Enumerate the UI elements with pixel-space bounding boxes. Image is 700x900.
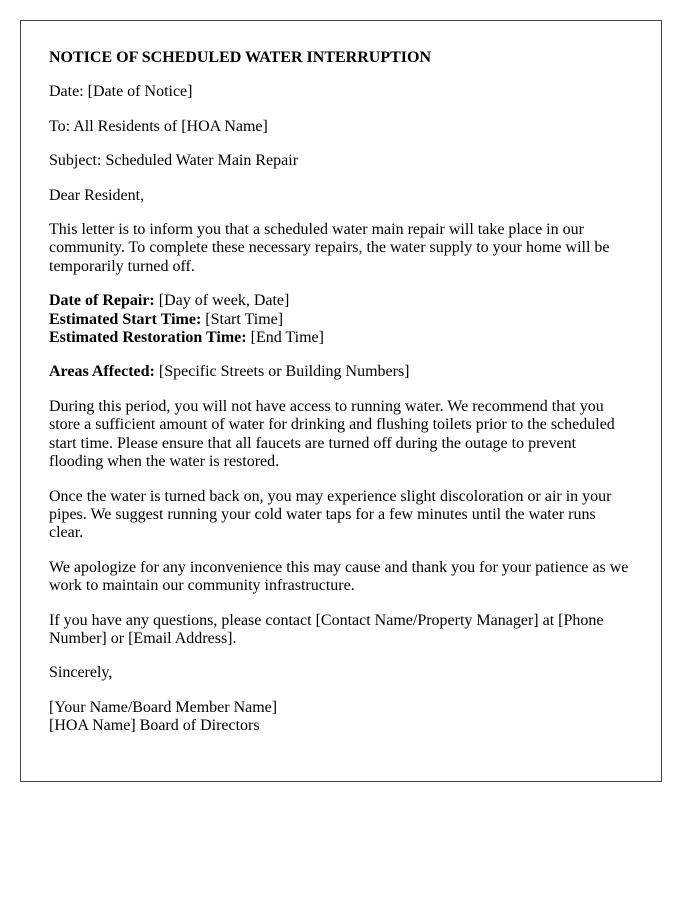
detail-label: Estimated Start Time: [49,310,202,328]
signature-name: [Your Name/Board Member Name] [49,698,278,716]
areas-label: Areas Affected: [49,363,155,381]
during-paragraph: During this period, you will not have access to running water. We recommend that you store a sufficient amount of water for drinking and flushing toilets prior to the scheduled start time. Please ensure that all faucets are turned off during the outage to prevent flooding when the water is restored. [49,397,615,471]
apology-paragraph: We apologize for any inconvenience this may cause and thank you for your patience as we work to maintain our community infrastructure. [49,558,629,595]
detail-value: [End Time] [246,329,324,347]
letter-title: NOTICE OF SCHEDULED WATER INTERRUPTION [49,49,431,66]
date-line: Date: [Date of Notice] [49,83,193,101]
detail-value: [Day of week, Date] [154,292,290,310]
areas-value: [Specific Streets or Building Numbers] [154,363,410,381]
signature-org: [HOA Name] Board of Directors [49,717,260,735]
closing: Sincerely, [49,664,113,682]
subject-line: Subject: Scheduled Water Main Repair [49,152,299,170]
letter [20,20,662,782]
after-paragraph: Once the water is turned back on, you may experience slight discoloration or air in your pipes. We suggest running your cold water taps for a few minutes until the water runs clear. [49,487,612,542]
detail-label: Estimated Restoration Time: [49,329,247,347]
areas-affected [49,363,633,381]
detail-label: Date of Repair: [49,292,155,310]
contact-paragraph: If you have any questions, please contact [Contact Name/Property Manager] at [Phone Number] or [Email Address]. [49,611,604,647]
salutation: Dear Resident, [49,186,145,204]
signature [49,699,633,736]
repair-details [49,292,633,347]
intro-paragraph: This letter is to inform you that a scheduled water main repair will take place in our community. To complete these necessary repairs, the water supply to your home will be temporarily turned off. [49,221,610,275]
detail-value: [Start Time] [201,310,284,328]
to-line: To: All Residents of [HOA Name] [49,117,268,135]
